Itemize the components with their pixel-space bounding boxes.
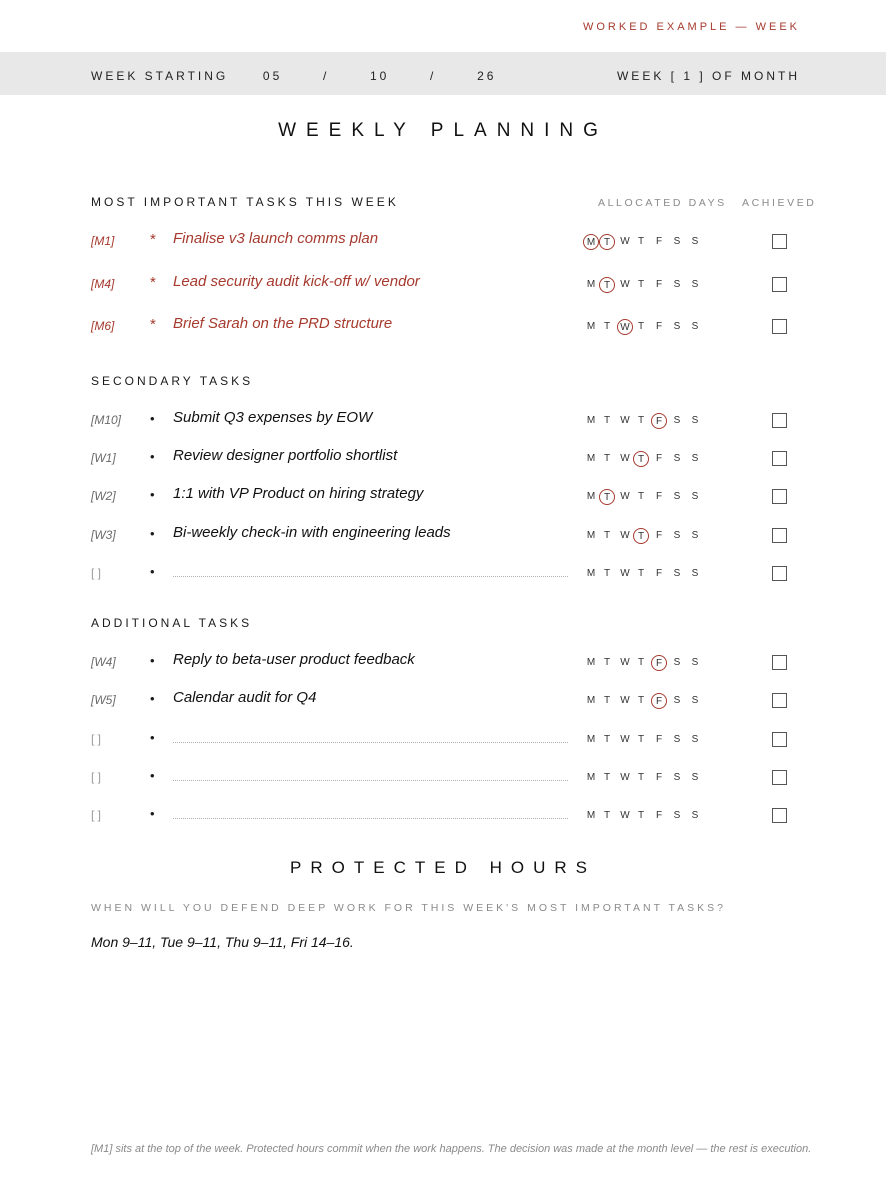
day-3[interactable]: T bbox=[637, 734, 645, 745]
achieved-checkbox[interactable] bbox=[772, 451, 787, 466]
day-0[interactable]: M bbox=[586, 657, 596, 668]
achieved-checkbox[interactable] bbox=[772, 808, 787, 823]
day-3[interactable]: T bbox=[637, 491, 645, 502]
day-3[interactable]: T bbox=[637, 810, 645, 821]
day-0[interactable]: M bbox=[586, 321, 596, 332]
bullet: • bbox=[150, 526, 155, 541]
task-tag: [ ] bbox=[91, 732, 102, 746]
day-3[interactable]: T bbox=[637, 279, 645, 290]
priority-asterisk: * bbox=[150, 231, 156, 248]
day-3[interactable]: T bbox=[637, 236, 645, 247]
day-3-circled[interactable]: T bbox=[633, 528, 649, 544]
page-title: WEEKLY PLANNING bbox=[278, 120, 608, 141]
blank-task-line[interactable] bbox=[173, 780, 568, 781]
day-0-circled[interactable]: M bbox=[583, 234, 599, 250]
day-0[interactable]: M bbox=[586, 453, 596, 464]
day-2[interactable]: W bbox=[620, 415, 630, 426]
priority-asterisk: * bbox=[150, 274, 156, 291]
day-4[interactable]: F bbox=[655, 810, 663, 821]
day-6[interactable]: S bbox=[691, 810, 699, 821]
worked-example-label: WORKED EXAMPLE — WEEK bbox=[582, 21, 800, 33]
day-2[interactable]: W bbox=[620, 279, 630, 290]
task-row bbox=[0, 522, 886, 552]
day-5[interactable]: S bbox=[673, 279, 681, 290]
bullet: • bbox=[150, 653, 155, 668]
task-text[interactable]: Brief Sarah on the PRD structure bbox=[173, 315, 393, 332]
task-row bbox=[0, 687, 886, 717]
date-separator: / bbox=[322, 69, 330, 83]
day-1[interactable]: T bbox=[603, 568, 611, 579]
day-1-circled[interactable]: T bbox=[599, 234, 615, 250]
day-2[interactable]: W bbox=[620, 810, 630, 821]
day-5[interactable]: S bbox=[673, 810, 681, 821]
day-6[interactable]: S bbox=[691, 415, 699, 426]
blank-task-line[interactable] bbox=[173, 576, 568, 577]
task-text[interactable]: Reply to beta-user product feedback bbox=[173, 651, 415, 668]
day-4[interactable]: F bbox=[655, 279, 663, 290]
day-4[interactable]: F bbox=[655, 236, 663, 247]
task-tag: [W4] bbox=[91, 655, 116, 669]
achieved-checkbox[interactable] bbox=[772, 528, 787, 543]
task-text[interactable]: Lead security audit kick-off w/ vendor bbox=[173, 273, 420, 290]
day-0[interactable]: M bbox=[586, 734, 596, 745]
task-row bbox=[0, 483, 886, 513]
task-tag: [M6] bbox=[91, 319, 115, 333]
day-5[interactable]: S bbox=[673, 772, 681, 783]
day-3[interactable]: T bbox=[637, 772, 645, 783]
achieved-checkbox[interactable] bbox=[772, 319, 787, 334]
day-3[interactable]: T bbox=[637, 321, 645, 332]
task-text[interactable]: Finalise v3 launch comms plan bbox=[173, 230, 379, 247]
task-row bbox=[0, 445, 886, 475]
day-5[interactable]: S bbox=[673, 734, 681, 745]
task-row bbox=[0, 802, 886, 832]
day-5[interactable]: S bbox=[673, 568, 681, 579]
day-2[interactable]: W bbox=[620, 568, 630, 579]
achieved-checkbox[interactable] bbox=[772, 732, 787, 747]
day-2[interactable]: W bbox=[620, 236, 630, 247]
day-6[interactable]: S bbox=[691, 530, 699, 541]
blank-task-line[interactable] bbox=[173, 818, 568, 819]
day-1[interactable]: T bbox=[603, 415, 611, 426]
bullet: • bbox=[150, 730, 155, 745]
week-starting-label: WEEK STARTING bbox=[91, 69, 229, 83]
day-4-circled[interactable]: F bbox=[651, 693, 667, 709]
day-4[interactable]: F bbox=[655, 491, 663, 502]
day-1[interactable]: T bbox=[603, 657, 611, 668]
day-0[interactable]: M bbox=[586, 695, 596, 706]
day-5[interactable]: S bbox=[673, 453, 681, 464]
bullet: • bbox=[150, 691, 155, 706]
task-tag: [ ] bbox=[91, 770, 102, 784]
task-text[interactable]: 1:1 with VP Product on hiring strategy bbox=[173, 485, 424, 502]
achieved-checkbox[interactable] bbox=[772, 655, 787, 670]
achieved-checkbox[interactable] bbox=[772, 489, 787, 504]
day-5[interactable]: S bbox=[673, 415, 681, 426]
date-year[interactable]: 26 bbox=[477, 69, 497, 83]
day-6[interactable]: S bbox=[691, 453, 699, 464]
priority-asterisk: * bbox=[150, 316, 156, 333]
task-tag: [W1] bbox=[91, 451, 116, 465]
bullet: • bbox=[150, 806, 155, 821]
task-tag: [M4] bbox=[91, 277, 115, 291]
task-row bbox=[0, 764, 886, 794]
task-tag: [M10] bbox=[91, 413, 122, 427]
day-6[interactable]: S bbox=[691, 321, 699, 332]
day-4[interactable]: F bbox=[655, 734, 663, 745]
day-3[interactable]: T bbox=[637, 695, 645, 706]
protected-hours-title: PROTECTED HOURS bbox=[290, 858, 596, 877]
task-row bbox=[0, 271, 886, 301]
task-row bbox=[0, 313, 886, 343]
day-3[interactable]: T bbox=[637, 657, 645, 668]
week-starting bbox=[91, 69, 496, 83]
achieved-checkbox[interactable] bbox=[772, 277, 787, 292]
achieved-heading: ACHIEVED bbox=[742, 197, 817, 209]
achieved-checkbox[interactable] bbox=[772, 693, 787, 708]
task-row bbox=[0, 228, 886, 258]
task-text[interactable]: Submit Q3 expenses by EOW bbox=[173, 409, 373, 426]
day-2[interactable]: W bbox=[620, 453, 630, 464]
day-0[interactable]: M bbox=[586, 568, 596, 579]
day-2[interactable]: W bbox=[620, 491, 630, 502]
task-tag: [ ] bbox=[91, 808, 102, 822]
task-row bbox=[0, 407, 886, 437]
bullet: • bbox=[150, 487, 155, 502]
day-6[interactable]: S bbox=[691, 491, 699, 502]
bullet: • bbox=[150, 768, 155, 783]
task-row bbox=[0, 649, 886, 679]
day-1[interactable]: T bbox=[603, 453, 611, 464]
date-separator: / bbox=[430, 69, 437, 83]
achieved-checkbox[interactable] bbox=[772, 234, 787, 249]
day-4[interactable]: F bbox=[655, 453, 663, 464]
day-2[interactable]: W bbox=[620, 734, 630, 745]
day-0[interactable]: M bbox=[586, 415, 596, 426]
footer-note: [M1] sits at the top of the week. Protected hours commit when the work happens. The decision was made at the month level — the rest is execution. bbox=[91, 1143, 812, 1155]
day-0[interactable]: M bbox=[586, 810, 596, 821]
day-1[interactable]: T bbox=[603, 321, 611, 332]
date-day[interactable]: 10 bbox=[370, 69, 390, 83]
task-text[interactable]: Review designer portfolio shortlist bbox=[173, 447, 398, 464]
date-month[interactable]: 05 bbox=[262, 69, 283, 83]
achieved-checkbox[interactable] bbox=[772, 770, 787, 785]
day-6[interactable]: S bbox=[691, 772, 699, 783]
task-tag: [M1] bbox=[91, 234, 115, 248]
section-most-important-heading: MOST IMPORTANT TASKS THIS WEEK bbox=[91, 195, 399, 209]
day-0[interactable]: M bbox=[586, 530, 596, 541]
day-1[interactable]: T bbox=[603, 810, 611, 821]
day-6[interactable]: S bbox=[691, 568, 699, 579]
task-tag: [W5] bbox=[91, 693, 116, 707]
day-2[interactable]: W bbox=[620, 772, 630, 783]
task-row bbox=[0, 726, 886, 756]
day-1[interactable]: T bbox=[603, 734, 611, 745]
task-tag: [ ] bbox=[91, 566, 102, 580]
day-3-circled[interactable]: T bbox=[633, 451, 649, 467]
bullet: • bbox=[150, 411, 155, 426]
allocated-days-heading: ALLOCATED DAYS bbox=[598, 197, 727, 209]
day-4[interactable]: F bbox=[655, 530, 663, 541]
section-additional-heading: ADDITIONAL TASKS bbox=[91, 616, 253, 630]
day-5[interactable]: S bbox=[673, 695, 681, 706]
day-4-circled[interactable]: F bbox=[651, 413, 667, 429]
day-6[interactable]: S bbox=[691, 695, 699, 706]
day-6[interactable]: S bbox=[691, 279, 699, 290]
day-2[interactable]: W bbox=[620, 657, 630, 668]
achieved-checkbox[interactable] bbox=[772, 566, 787, 581]
section-secondary-heading: SECONDARY TASKS bbox=[91, 374, 254, 388]
day-2-circled[interactable]: W bbox=[617, 319, 633, 335]
task-text[interactable]: Calendar audit for Q4 bbox=[173, 689, 317, 706]
day-3[interactable]: T bbox=[637, 415, 645, 426]
day-2[interactable]: W bbox=[620, 695, 630, 706]
day-3[interactable]: T bbox=[637, 568, 645, 579]
day-0[interactable]: M bbox=[586, 279, 596, 290]
day-4[interactable]: F bbox=[655, 772, 663, 783]
day-5[interactable]: S bbox=[673, 530, 681, 541]
day-1-circled[interactable]: T bbox=[599, 489, 615, 505]
day-6[interactable]: S bbox=[691, 734, 699, 745]
day-0[interactable]: M bbox=[586, 491, 596, 502]
day-4[interactable]: F bbox=[655, 568, 663, 579]
task-tag: [W2] bbox=[91, 489, 116, 503]
task-tag: [W3] bbox=[91, 528, 116, 542]
day-5[interactable]: S bbox=[673, 491, 681, 502]
bullet: • bbox=[150, 564, 155, 579]
day-1[interactable]: T bbox=[603, 695, 611, 706]
day-5[interactable]: S bbox=[673, 321, 681, 332]
day-6[interactable]: S bbox=[691, 657, 699, 668]
day-4-circled[interactable]: F bbox=[651, 655, 667, 671]
day-4[interactable]: F bbox=[655, 321, 663, 332]
day-1[interactable]: T bbox=[603, 530, 611, 541]
day-5[interactable]: S bbox=[673, 657, 681, 668]
protected-hours-question: WHEN WILL YOU DEFEND DEEP WORK FOR THIS WEEK'S MOST IMPORTANT TASKS? bbox=[91, 902, 727, 914]
blank-task-line[interactable] bbox=[173, 742, 568, 743]
week-of-month: WEEK [ 1 ] OF MONTH bbox=[616, 69, 800, 83]
day-1-circled[interactable]: T bbox=[599, 277, 615, 293]
day-5[interactable]: S bbox=[673, 236, 681, 247]
day-0[interactable]: M bbox=[586, 772, 596, 783]
day-2[interactable]: W bbox=[620, 530, 630, 541]
day-1[interactable]: T bbox=[603, 772, 611, 783]
bullet: • bbox=[150, 449, 155, 464]
day-6[interactable]: S bbox=[691, 236, 699, 247]
protected-hours-answer[interactable]: Mon 9–11, Tue 9–11, Thu 9–11, Fri 14–16. bbox=[91, 934, 354, 950]
achieved-checkbox[interactable] bbox=[772, 413, 787, 428]
task-row bbox=[0, 560, 886, 590]
task-text[interactable]: Bi-weekly check-in with engineering leads bbox=[173, 524, 451, 541]
